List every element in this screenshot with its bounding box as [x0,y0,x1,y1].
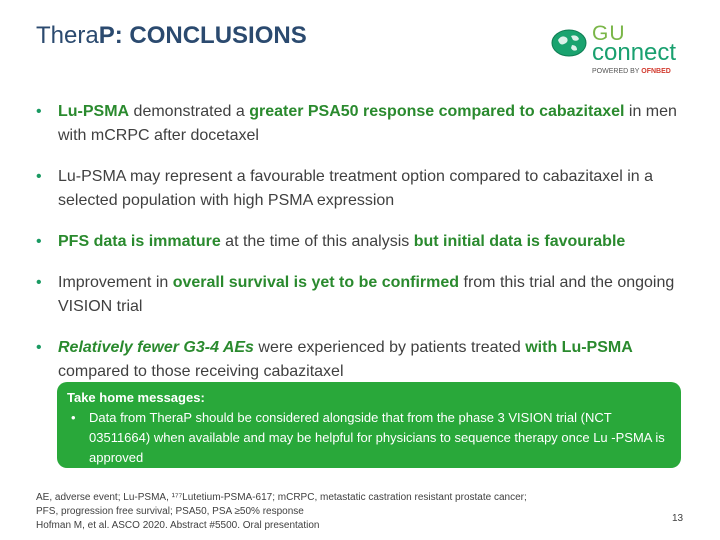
bullet-icon: • [71,410,76,425]
gu-connect-logo [550,24,700,82]
bullet-item: • Lu-PSMA demonstrated a greater PSA50 response compared to cabazitaxel in men with mCRPC after docetaxel [36,100,696,148]
logo-powered-by: POWERED BY OFNBED [592,68,671,75]
bullet-item: • Improvement in overall survival is yet to be confirmed from this trial and the ongoing VISION trial [36,271,696,319]
page-title: TheraP: CONCLUSIONS [36,22,307,49]
footnote-abbreviations-2: PFS, progression free survival; PSA50, PSA ≥50% response [36,506,304,517]
bullet-icon: • [36,339,42,356]
footnote-abbreviations: AE, adverse event; Lu-PSMA, ¹⁷⁷Lutetium-PSMA-617; mCRPC, metastatic castration resistant prostate cancer; [36,492,527,503]
bullet-item: • Lu-PSMA may represent a favourable treatment option compared to cabazitaxel in a selected population with high PSMA expression [36,165,696,213]
globe-icon [550,28,588,58]
bullet-icon: • [36,168,42,185]
bullet-icon: • [36,103,42,120]
take-home-title: Take home messages: [67,390,205,405]
logo-connect-text: connect [592,39,677,66]
page-number: 13 [672,513,684,524]
take-home-box [57,382,681,468]
footnote [36,491,616,533]
bullet-icon: • [36,274,42,291]
footnote-reference: Hofman M, et al. ASCO 2020. Abstract #5500. Oral presentation [36,520,320,531]
bullet-icon: • [36,233,42,250]
bullet-item: • Relatively fewer G3-4 AEs were experienced by patients treated with Lu-PSMA compared to those receiving cabazitaxel [36,336,696,384]
conclusions-list [36,100,696,401]
logo-gu-text: GU [592,22,626,45]
bullet-item: • PFS data is immature at the time of this analysis but initial data is favourable [36,230,696,254]
take-home-item: • Data from TheraP should be considered alongside that from the phase 3 VISION trial (NCT 03511664) when available and may be helpful for physicians to sequence therapy once Lu -PSMA is approved [71,410,665,465]
